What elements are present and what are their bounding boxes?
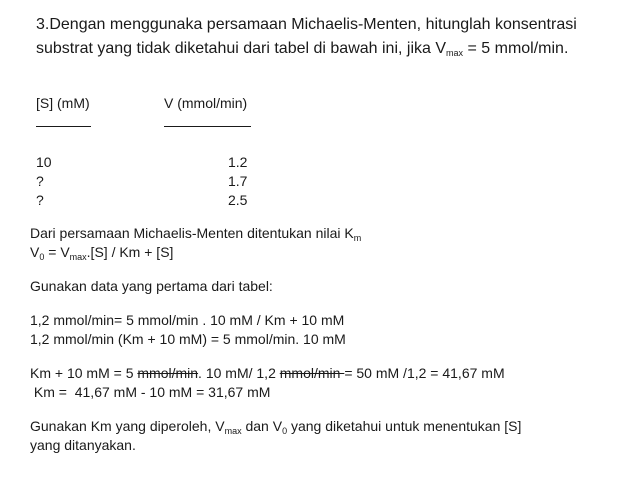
line-8-part-c: yang diketahui untuk menentukan [S] — [287, 418, 522, 434]
solution-line-7: Km = 41,67 mM - 10 mM = 31,67 mM — [30, 384, 271, 400]
solution-line-5: 1,2 mmol/min (Km + 10 mM) = 5 mmol/min. 10 mM — [30, 331, 346, 347]
table-header-underline-2 — [164, 126, 251, 127]
line-6-part-b: . 10 mM/ 1,2 — [198, 365, 280, 381]
v0-symbol: V — [30, 244, 40, 260]
solution-body — [30, 224, 630, 455]
cancelled-unit-2: mmol/min — [279, 365, 345, 381]
line-8-v0-subscript: 0 — [282, 426, 288, 436]
equation-vmax-symbol: = V — [44, 244, 70, 260]
line-8-vmax-subscript: max — [224, 426, 242, 436]
problem-title — [36, 13, 626, 61]
table-row-1-v: 1.2 — [228, 154, 248, 170]
line-6-part-a: Km + 10 mM = 5 — [30, 365, 138, 381]
spacer — [30, 296, 630, 311]
table-row-2-v: 1.7 — [228, 173, 248, 189]
solution-line-1-text: Dari persamaan Michaelis-Menten ditentukan nilai K — [30, 225, 354, 241]
v0-subscript: 0 — [39, 252, 45, 262]
vmax-subscript: max — [446, 48, 464, 58]
solution-line-6 — [30, 364, 630, 383]
spacer — [30, 262, 630, 277]
line-8-part-b: dan V — [241, 418, 283, 434]
equation-rest: .[S] / Km + [S] — [86, 244, 174, 260]
table-header-velocity: V (mmol/min) — [164, 95, 248, 111]
title-line-2-suffix: = 5 mmol/min. — [463, 40, 569, 57]
solution-line-9: yang ditanyakan. — [30, 437, 136, 453]
title-line-2-text: substrat yang tidak diketahui dari tabel di bawah ini, jika V — [36, 40, 447, 57]
table-row-3-s: ? — [36, 192, 44, 208]
km-subscript: m — [353, 233, 362, 243]
table-header-substrate: [S] (mM) — [36, 95, 90, 111]
solution-line-8 — [30, 417, 630, 436]
table-row-1-s: 10 — [36, 154, 52, 170]
title-line-1: 3.Dengan menggunaka persamaan Michaelis-Menten, hitunglah konsentrasi — [36, 16, 577, 33]
table-row-2-s: ? — [36, 173, 44, 189]
cancelled-unit-1: mmol/min — [137, 365, 199, 381]
title-line-2 — [36, 37, 626, 61]
table-row-3-v: 2.5 — [228, 192, 248, 208]
line-6-part-c: = 50 mM /1,2 = 41,67 mM — [344, 365, 505, 381]
spacer — [30, 402, 630, 417]
solution-line-1 — [30, 224, 630, 243]
solution-line-3: Gunakan data yang pertama dari tabel: — [30, 278, 273, 294]
solution-line-2 — [30, 243, 630, 262]
table-header-underline-1 — [36, 126, 91, 127]
spacer — [30, 349, 630, 364]
line-8-part-a: Gunakan Km yang diperoleh, V — [30, 418, 225, 434]
equation-vmax-subscript: max — [69, 252, 87, 262]
solution-line-4: 1,2 mmol/min= 5 mmol/min . 10 mM / Km + 10 mM — [30, 312, 345, 328]
